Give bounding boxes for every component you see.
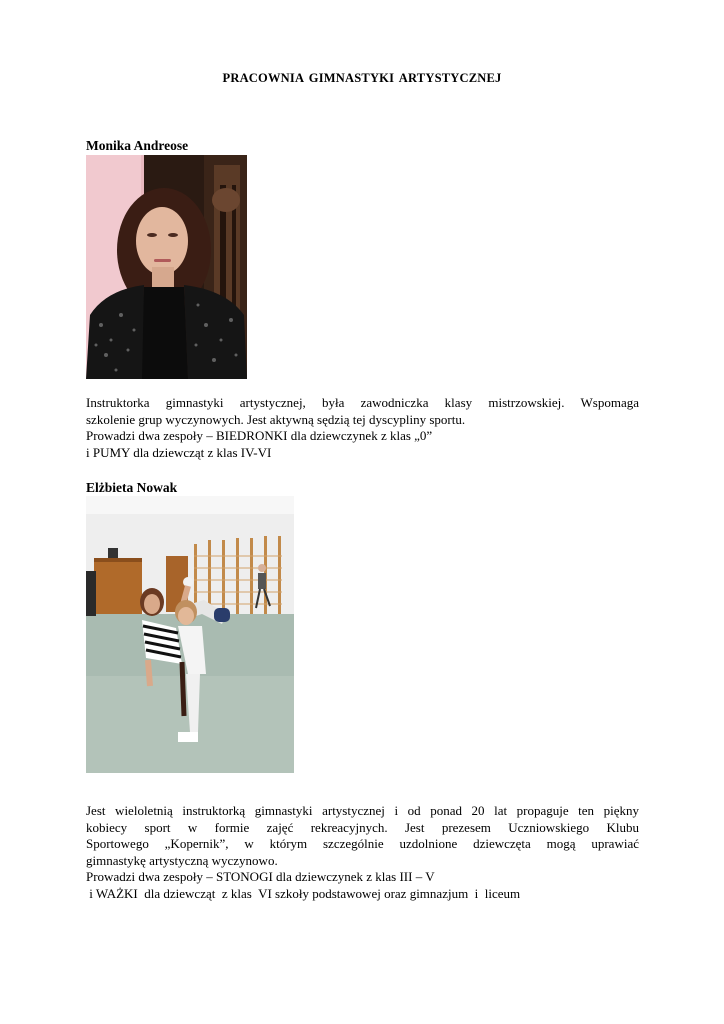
person-name-monika: Monika Andreose <box>86 138 189 153</box>
bio-line: szkolenie grup wyczynowych. Jest aktywną sędzią tej dyscypliny sportu. <box>86 411 466 427</box>
bio-line: Jest wieloletnią instruktorką gimnastyki artystycznej i od ponad 20 lat propaguje ten piękny <box>86 803 639 818</box>
bio-line: Instruktorka gimnastyki artystycznej, była zawodniczka klasy mistrzowskiej. Wspomaga <box>86 395 639 410</box>
page-title: PRACOWNIA GIMNASTYKI ARTYSTYCZNEJ <box>222 71 502 85</box>
bio-line: Prowadzi dwa zespoły – BIEDRONKI dla dziewczynek z klas „0” <box>86 428 433 443</box>
person-name-elzbieta: Elżbieta Nowak <box>86 480 178 495</box>
photo-elzbieta-nowak <box>86 496 294 773</box>
bio-line: Sportowego „Kopernik”, w którym szczególnie uzdolnione dziewczęta mogą uprawiać <box>86 836 639 851</box>
photo-monika-andreose <box>86 155 247 379</box>
bio-line: i PUMY dla dziewcząt z klas IV-VI <box>86 444 272 460</box>
bio-line: Prowadzi dwa zespoły – STONOGI dla dziewczynek z klas III – V <box>86 869 435 884</box>
bio-monika-andreose <box>86 395 639 461</box>
bio-elzbieta-nowak <box>86 803 639 902</box>
bio-line: i WAŻKI dla dziewcząt z klas VI szkoły podstawowej oraz gimnazjum i liceum <box>86 885 521 901</box>
bio-line: gimnastykę artystyczną wyczynowo. <box>86 852 278 868</box>
bio-line: kobiecy sport w formie zajęć rekreacyjnych. Jest prezesem Uczniowskiego Klubu <box>86 819 639 835</box>
